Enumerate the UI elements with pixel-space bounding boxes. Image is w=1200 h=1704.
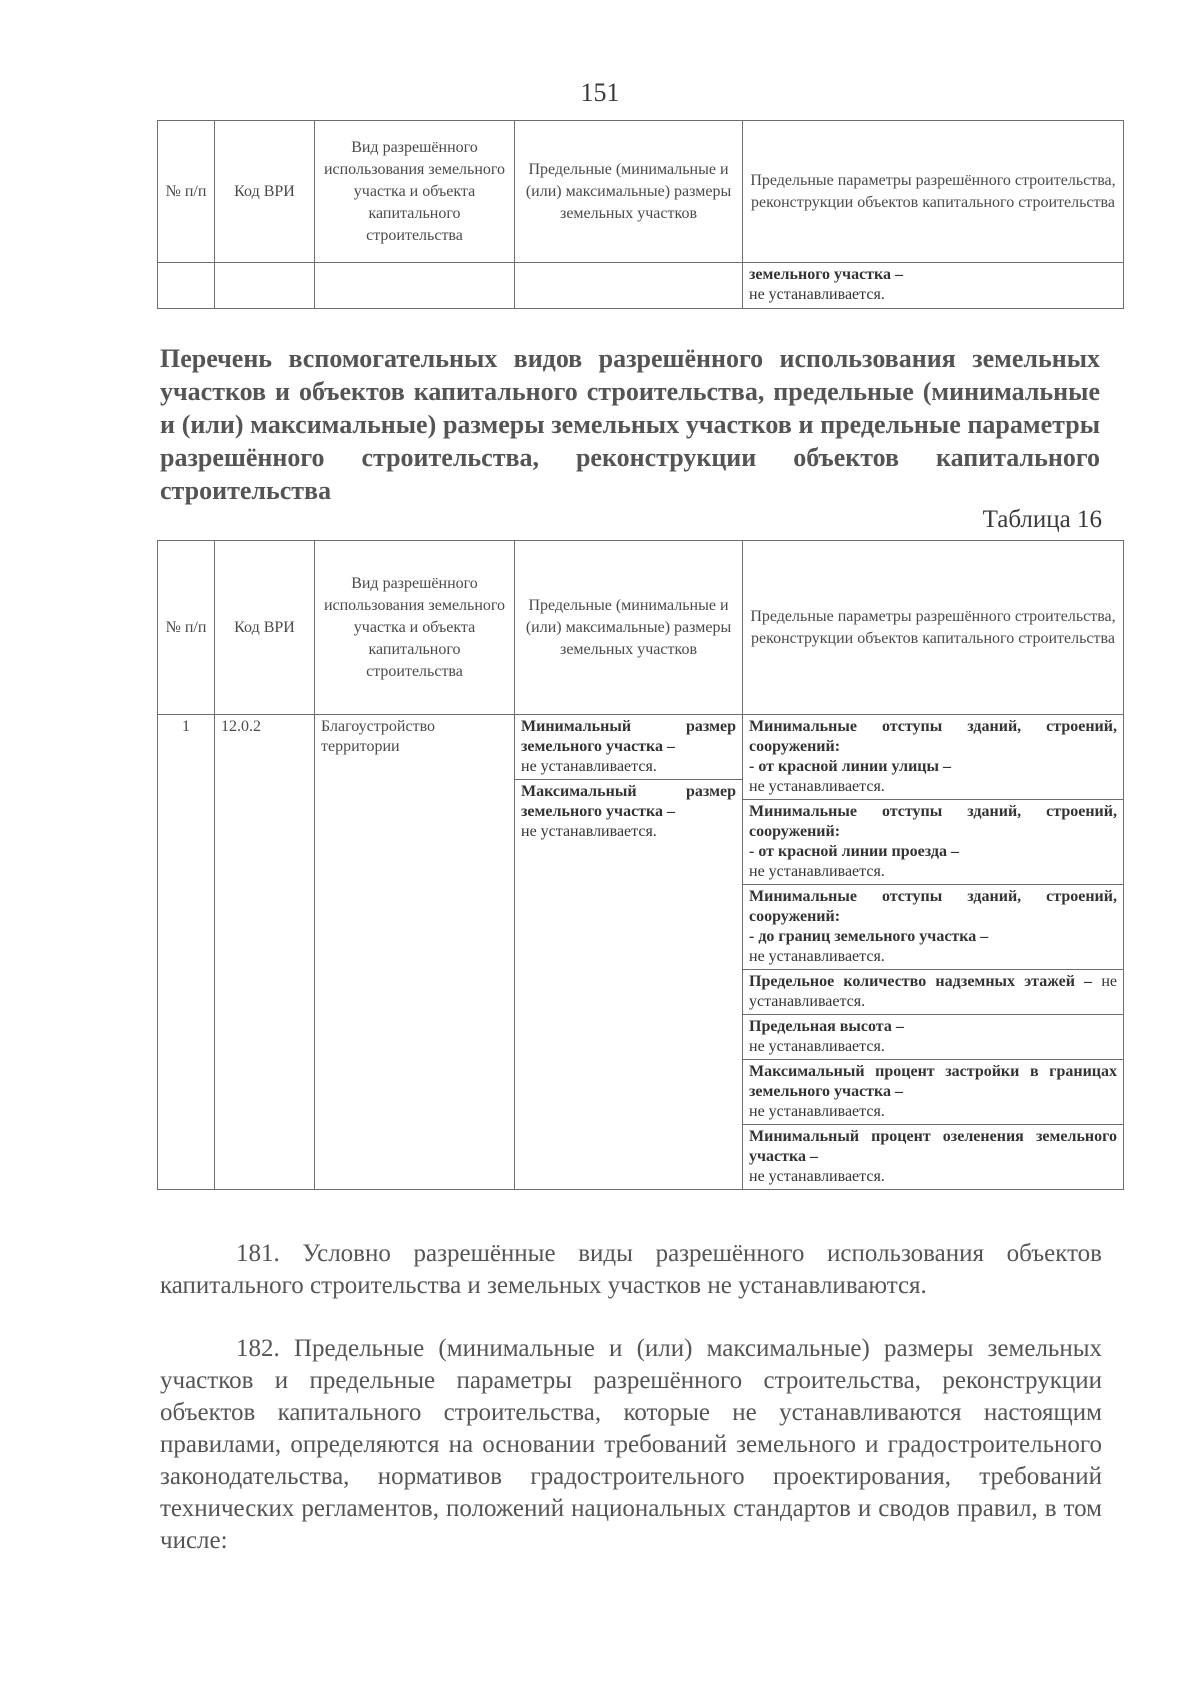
header-code: Код ВРИ bbox=[215, 541, 315, 715]
build-param-item: Минимальные отступы зданий, строений, сооружений: - от красной линии проезда – не устанавливается. bbox=[743, 800, 1123, 885]
plot-size-item: Максимальный размер земельного участка – не устанавливается. bbox=[521, 783, 736, 840]
row-code: 12.0.2 bbox=[215, 715, 315, 1190]
table-header-row bbox=[158, 541, 1124, 715]
build-params-cell bbox=[743, 715, 1124, 1190]
header-num: № п/п bbox=[158, 121, 215, 263]
table-header-row bbox=[158, 121, 1124, 263]
row-use-kind: Благоустройство территории bbox=[315, 715, 515, 1190]
build-param-value: не устанавливается. bbox=[749, 286, 885, 303]
section-heading: Перечень вспомогательных видов разрешённого использования земельных участков и объектов капитального строительства, предельные (минимальные и (или) максимальные) размеры земельных участков и предельные параметры разрешённого строительства, реконструкции объектов капитального строительства bbox=[160, 344, 1100, 505]
header-build-params: Предельные параметры разрешённого строительства, реконструкции объектов капитального строительства bbox=[743, 541, 1124, 715]
plot-size-item: Минимальный размер земельного участка – не устанавливается. bbox=[515, 715, 742, 780]
header-num: № п/п bbox=[158, 541, 215, 715]
header-use-kind: Вид разрешённого использования земельного участка и объекта капитального строительства bbox=[315, 541, 515, 715]
continuation-table bbox=[157, 120, 1124, 309]
build-param-item: Минимальный процент озеленения земельного участка – не устанавливается. bbox=[749, 1128, 1117, 1185]
table-caption: Таблица 16 bbox=[982, 506, 1102, 533]
table-row bbox=[158, 715, 1124, 1190]
row-num: 1 bbox=[158, 715, 215, 1190]
header-code: Код ВРИ bbox=[215, 121, 315, 263]
header-use-kind: Вид разрешённого использования земельного участка и объекта капитального строительства bbox=[315, 121, 515, 263]
build-param-item: Предельное количество надземных этажей – не устанавливается. bbox=[743, 970, 1123, 1015]
header-plot-sizes: Предельные (минимальные и (или) максимальные) размеры земельных участков bbox=[515, 541, 743, 715]
paragraph-182: 182. Предельные (минимальные и (или) максимальные) размеры земельных участков и предельные параметры разрешённого строительства, реконструкции объектов капитального строительства, которые не устанавливаются настоящим правилами, определяются на основании требований земельного и градостроительного законодательства, нормативов градостроительного проектирования, требований технических регламентов, положений национальных стандартов и сводов правил, в том числе: bbox=[160, 1335, 1102, 1554]
page-number: 151 bbox=[580, 78, 620, 107]
build-param-item: Максимальный процент застройки в границах земельного участка – не устанавливается. bbox=[743, 1060, 1123, 1125]
plot-sizes-cell bbox=[515, 715, 743, 1190]
paragraph-181: 181. Условно разрешённые виды разрешённого использования объектов капитального строительства и земельных участков не устанавливаются. bbox=[160, 1240, 1102, 1299]
header-build-params: Предельные параметры разрешённого строительства, реконструкции объектов капитального строительства bbox=[743, 121, 1124, 263]
table-row bbox=[158, 263, 1124, 309]
build-param-item: Предельная высота – не устанавливается. bbox=[743, 1015, 1123, 1060]
build-param-item: Минимальные отступы зданий, строений, сооружений: - от красной линии улицы – не устанавливается. bbox=[743, 715, 1123, 800]
build-param-label: земельного участка – bbox=[749, 266, 904, 283]
header-plot-sizes: Предельные (минимальные и (или) максимальные) размеры земельных участков bbox=[515, 121, 743, 263]
table-16 bbox=[157, 540, 1124, 1190]
build-param-item: Минимальные отступы зданий, строений, сооружений: - до границ земельного участка – не устанавливается. bbox=[743, 885, 1123, 970]
